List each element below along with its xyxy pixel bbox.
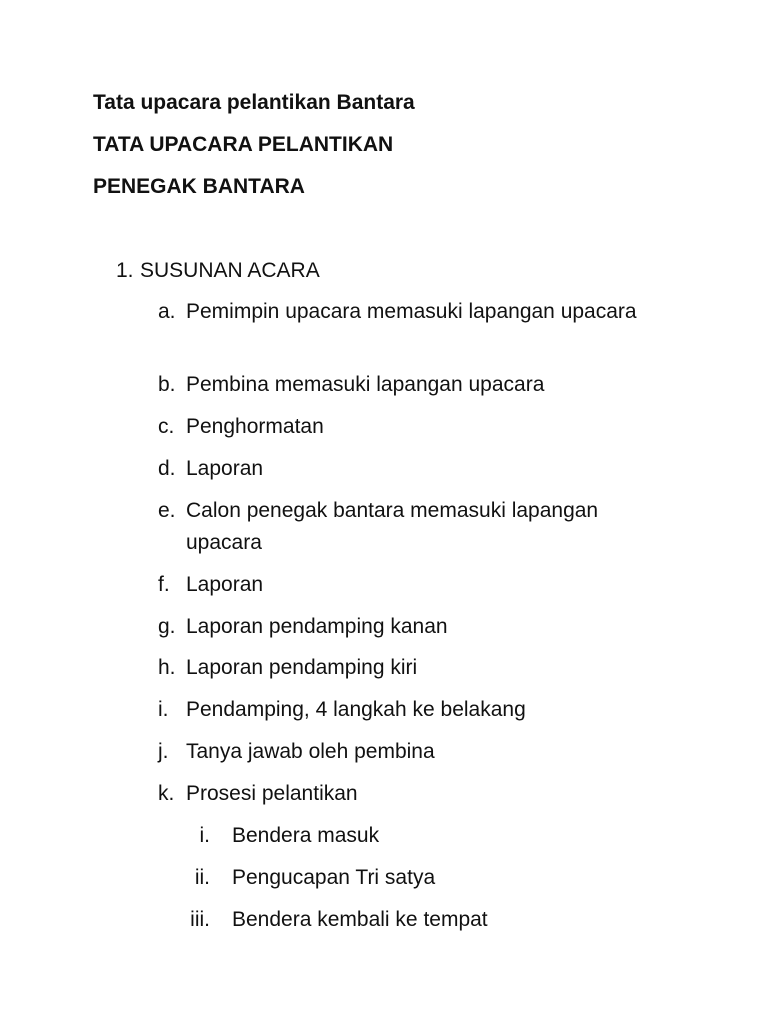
sub-list-marker: i. [199, 824, 210, 847]
list-marker: k. [158, 782, 175, 805]
sub-list-item-text: Bendera masuk [232, 824, 380, 847]
list-item [158, 495, 658, 559]
sub-list-item-text: Bendera kembali ke tempat [232, 908, 488, 931]
list-marker: f. [158, 573, 170, 596]
list-item [158, 369, 658, 401]
list-item-text: Prosesi pelantikan [186, 782, 358, 805]
section-heading [116, 258, 320, 284]
sub-list-marker: ii. [194, 866, 210, 889]
list-item [158, 411, 658, 443]
section-title: SUSUNAN ACARA [140, 259, 320, 282]
list-item [158, 296, 658, 328]
list-item-text: Pembina memasuki lapangan upacara [186, 373, 545, 396]
section-number: 1. [116, 259, 134, 282]
list-item [158, 453, 658, 485]
list-item [158, 694, 658, 726]
list-item [158, 736, 658, 768]
list-item-text: Laporan pendamping kanan [186, 615, 448, 638]
list-item [158, 778, 658, 810]
sub-list-item-text: Pengucapan Tri satya [232, 866, 436, 889]
list-marker: b. [158, 373, 176, 396]
list-marker: d. [158, 457, 176, 480]
list-marker: h. [158, 656, 176, 679]
list-marker: j. [158, 740, 169, 763]
list-marker: i. [158, 698, 169, 721]
heading-line-2: PENEGAK BANTARA [93, 175, 305, 198]
list-marker: e. [158, 499, 176, 522]
heading-line-1: TATA UPACARA PELANTIKAN [93, 133, 394, 156]
list-item-text: Laporan [186, 457, 264, 480]
list-item [158, 611, 658, 643]
list-marker: g. [158, 615, 176, 638]
list-item-text: Pemimpin upacara memasuki lapangan upacara [186, 300, 637, 323]
sub-list-marker: iii. [190, 908, 210, 931]
list-item-text: Tanya jawab oleh pembina [186, 740, 435, 763]
list-item-text: Pendamping, 4 langkah ke belakang [186, 698, 526, 721]
document-title: Tata upacara pelantikan Bantara [93, 91, 415, 114]
list-item [158, 569, 658, 601]
list-marker: c. [158, 415, 175, 438]
list-item-text: Calon penegak bantara memasuki lapangan upacara [186, 499, 599, 554]
list-item-text: Penghormatan [186, 415, 324, 438]
list-item-text: Laporan pendamping kiri [186, 656, 418, 679]
list-item-text: Laporan [186, 573, 264, 596]
list-item [158, 652, 658, 684]
list-marker: a. [158, 300, 176, 323]
